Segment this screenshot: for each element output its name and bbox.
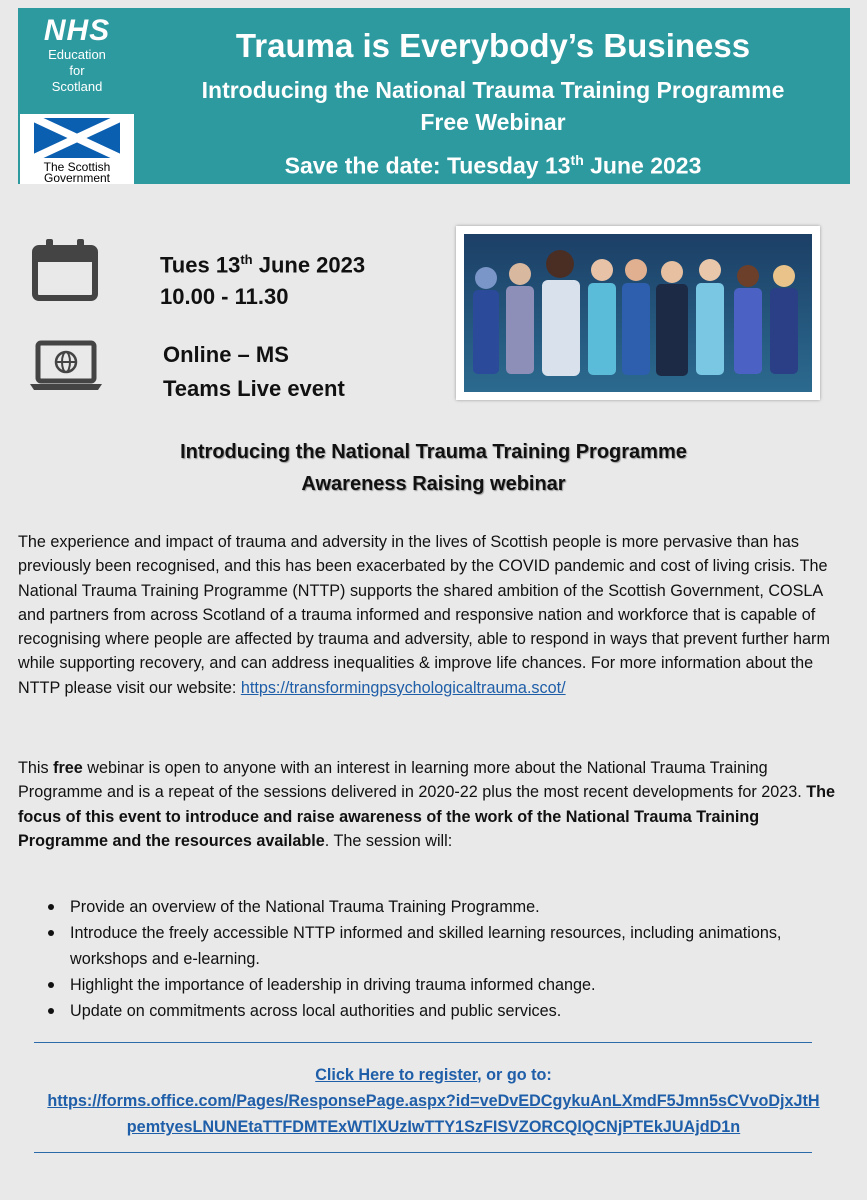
intro-paragraph <box>18 530 850 700</box>
event-datetime <box>160 244 365 313</box>
event-location <box>163 338 345 406</box>
save-the-date <box>136 146 850 180</box>
nhs-logo-sub-2: for <box>69 63 85 78</box>
list-item: Introduce the freely accessible NTTP informed and skilled learning resources, including animations, workshops and e-learning. <box>40 920 840 972</box>
scottish-government-logo <box>20 114 134 184</box>
page-subtitle: Introducing the National Trauma Training Programme <box>201 77 785 103</box>
event-date-prefix: Tues 13 <box>160 252 241 278</box>
section-title-line-2: Awareness Raising webinar <box>301 473 566 495</box>
register-url-link-1[interactable]: https://forms.office.com/Pages/ResponsePage.aspx?id=veDvEDCgykuAnLXmdF5Jmn5sCVvoDjxJtH <box>47 1092 820 1110</box>
webinar-text-b: webinar is open to anyone with an interest in learning more about the National Trauma Training Programme and is a repeat of the sessions delivered in 2020-22 plus the most recent developments for 2023. <box>18 759 807 802</box>
intro-text: The experience and impact of trauma and adversity in the lives of Scottish people is more pervasive than has previously been recognised, and this has been exacerbated by the COVID pandemic and cost of living crisis. The National Trauma Training Programme (NTTP) supports the shared ambition of the Scottish Government, COSLA and partners from across Scotland of a trauma informed and responsive nation and workforce that is capable of recognising where people are affected by trauma and adversity, able to respond in ways that prevent further harm while supporting recovery, and can address inequalities & improve life chances. For more information about the NTTP please visit our website: <box>18 533 830 697</box>
gov-logo-line-2: Government <box>43 171 111 185</box>
webinar-text-c: . The session will: <box>324 831 453 850</box>
section-title-line-1: Introducing the National Trauma Training Programme <box>180 441 687 463</box>
register-url-2 <box>0 1114 867 1140</box>
divider-bottom <box>34 1152 812 1153</box>
register-url-1 <box>0 1088 867 1114</box>
gov-logo-line-1: The Scottish <box>43 160 111 174</box>
section-title <box>0 436 867 500</box>
save-date-sup: th <box>570 152 584 168</box>
list-item: Update on commitments across local authorities and public services. <box>40 998 840 1024</box>
page-title: Trauma is Everybody’s Business <box>235 27 751 64</box>
nhs-logo-sub-1: Education <box>48 47 106 62</box>
header-banner <box>18 8 850 184</box>
location-line-1: Online – MS <box>163 342 289 367</box>
divider-top <box>34 1042 812 1043</box>
register-link[interactable]: Click Here to register <box>315 1066 478 1084</box>
save-date-prefix: Save the date: Tuesday 13 <box>284 152 571 179</box>
event-date-sup: th <box>240 252 253 267</box>
event-time: 10.00 - 11.30 <box>160 284 289 310</box>
event-date-suffix: June 2023 <box>252 252 366 278</box>
nhs-logo <box>18 8 136 108</box>
webinar-text-bold: The focus of this event to introduce and raise awareness of the work of the National Trauma Training Programme and the resources available <box>18 783 836 850</box>
register-after-link: , or go to: <box>477 1066 552 1084</box>
nhs-logo-mark: NHS <box>43 14 111 47</box>
free-webinar-label: Free Webinar <box>420 109 566 135</box>
illustration-people-image <box>464 234 812 392</box>
nhs-logo-sub-3: Scotland <box>51 79 103 94</box>
website-link[interactable]: https://transformingpsychologicaltrauma.scot/ <box>240 678 566 697</box>
webinar-paragraph <box>18 756 850 853</box>
logo-panel <box>18 8 136 184</box>
register-url-link-2[interactable]: pemtyesLNUNEtaTTFDMTExWTlXUzIwTTY1SzFISVZORCQlQCNjPTEkJUAjdD1n <box>126 1118 741 1136</box>
register-line <box>0 1062 867 1088</box>
webinar-text-free: free <box>53 759 83 777</box>
gov-logo-text <box>20 162 134 184</box>
webinar-text-a: This <box>18 759 54 777</box>
workforce-illustration <box>456 226 820 400</box>
laptop-globe-icon <box>28 340 104 392</box>
saltire-flag-icon <box>34 118 120 158</box>
list-item: Highlight the importance of leadership in driving trauma informed change. <box>40 972 840 998</box>
list-item: Provide an overview of the National Trauma Training Programme. <box>40 894 840 920</box>
save-date-suffix: June 2023 <box>583 152 702 179</box>
session-bullets <box>40 894 840 1024</box>
location-line-2: Teams Live event <box>163 376 345 401</box>
calendar-icon <box>32 238 98 302</box>
event-date <box>160 244 365 281</box>
